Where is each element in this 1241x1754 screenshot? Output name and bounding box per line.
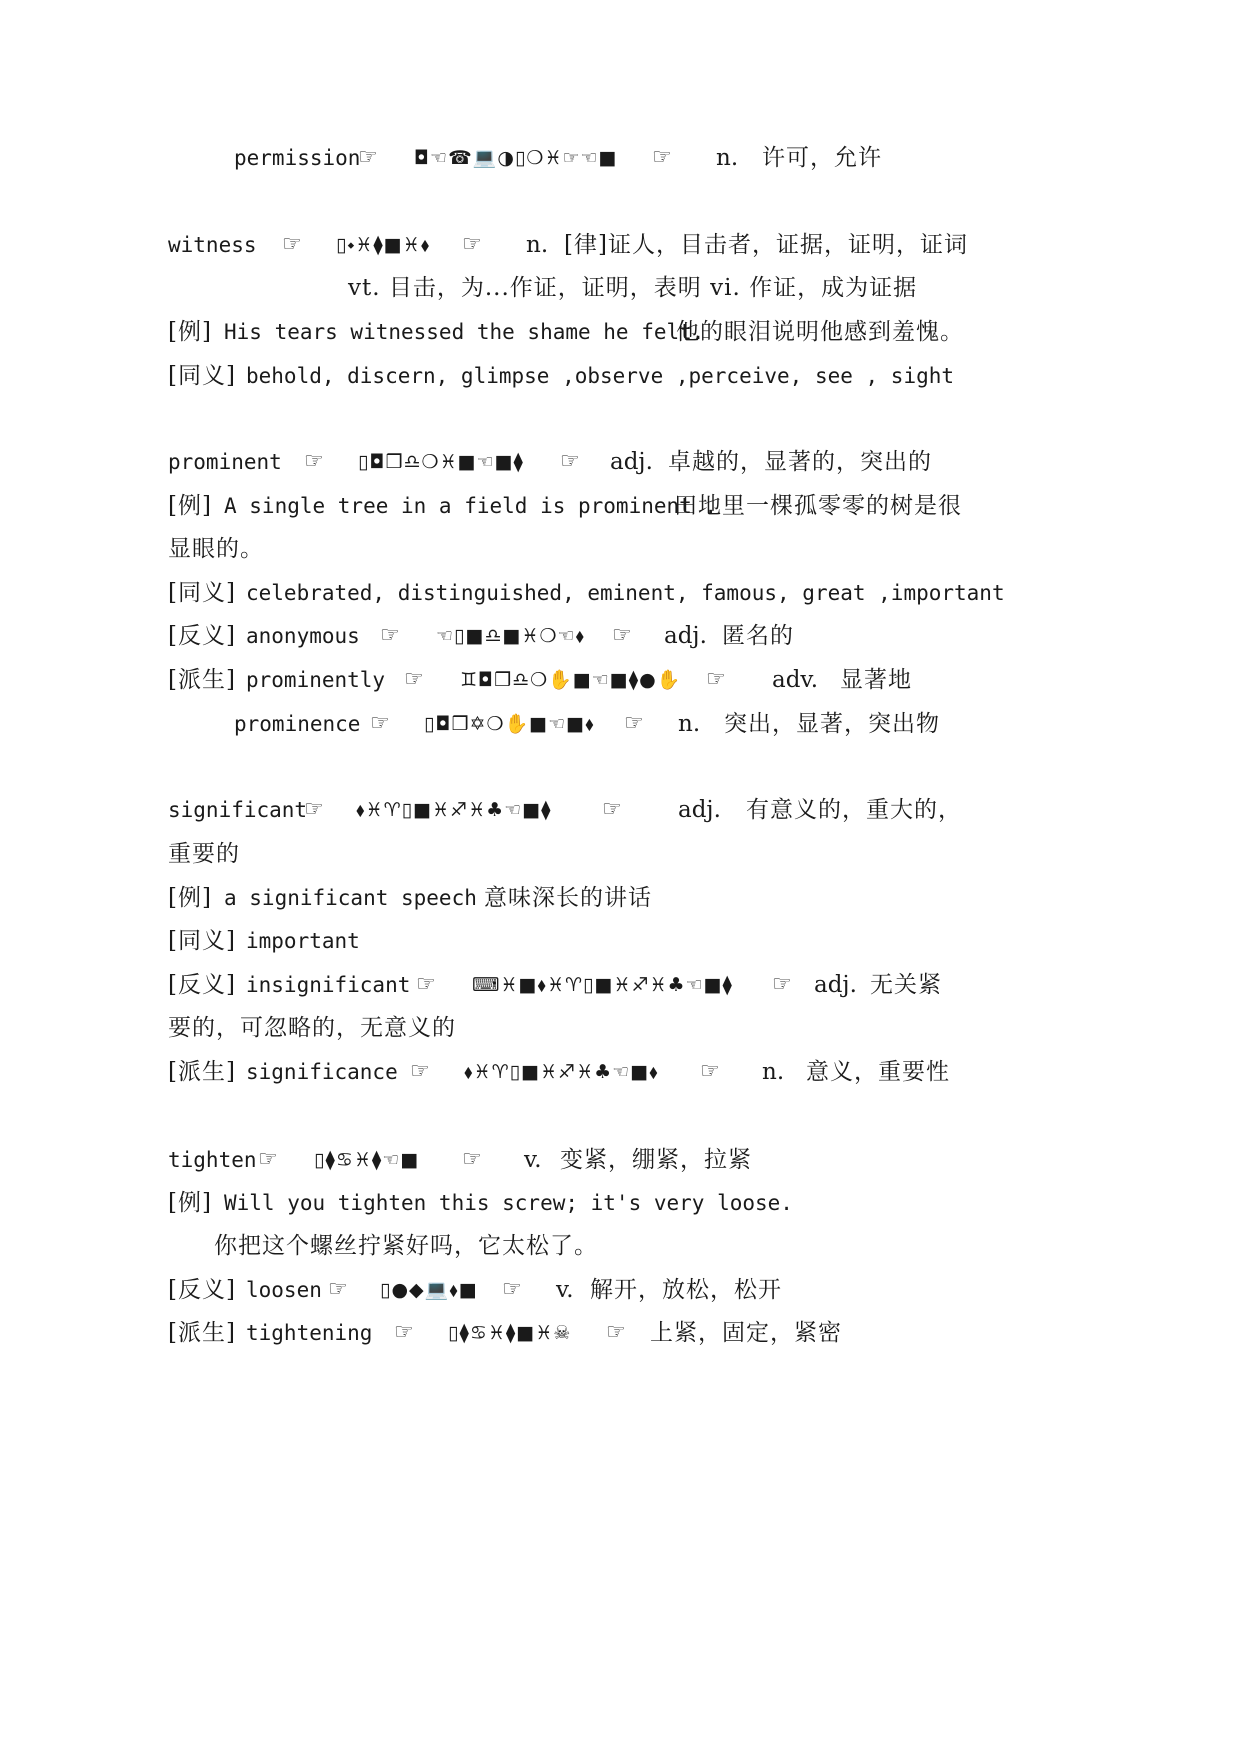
derived-phonetic: ♊◘❒♎❍✋■☜■⧫●✋: [460, 669, 682, 691]
antonym-meaning-cont: 要的，可忽略的，无意义的: [168, 1015, 456, 1041]
phonetic: ▯⬩♓⧫■♓⬧: [336, 234, 431, 256]
part-of-speech: adj.: [610, 449, 653, 475]
hand-pointer-icon: ☞: [282, 232, 302, 257]
meaning: 有意义的，重大的，: [746, 797, 962, 823]
meaning: 变紧，绷紧，拉紧: [560, 1147, 752, 1173]
significant-example: [0, 878, 1241, 918]
synonym-tag: [同义]: [168, 928, 236, 954]
synonyms: celebrated, distinguished, eminent, famous, great ,important: [246, 581, 1005, 605]
headword: permission: [234, 146, 361, 170]
witness-synonyms: [0, 356, 1241, 396]
antonym-meaning: 解开，放松，松开: [590, 1277, 782, 1303]
hand-pointer-icon: ☞: [394, 1320, 414, 1345]
hand-pointer-icon: ☞: [502, 1277, 522, 1302]
phonetic: ▯⧫♋♓⧫☜■: [314, 1149, 420, 1171]
prominent-derived-1: [0, 660, 1241, 700]
part-of-speech: n.: [716, 145, 739, 171]
witness-example: [0, 312, 1241, 352]
hand-pointer-icon: ☞: [652, 145, 672, 170]
derived-phonetic: ▯⧫♋♓⧫■♓☠: [448, 1322, 572, 1344]
hand-pointer-icon: ☞: [328, 1277, 348, 1302]
meaning: 许可，允许: [762, 145, 882, 171]
example-en: His tears witnessed the shame he felt.: [224, 320, 705, 344]
example-tag: [例]: [168, 493, 212, 519]
prominent-example-cont: [0, 529, 1241, 569]
prominent-synonyms: [0, 573, 1241, 613]
derived-part-of-speech: n.: [762, 1059, 785, 1085]
hand-pointer-icon: ☞: [304, 797, 324, 822]
hand-pointer-icon: ☞: [462, 232, 482, 257]
hand-pointer-icon: ☞: [624, 711, 644, 736]
phonetic: ⬧♓♈▯■♓♐♓♣☜■⧫: [356, 799, 552, 821]
hand-pointer-icon: ☞: [304, 449, 324, 474]
derived-phonetic: ⬧♓♈▯■♓♐♓♣☜■⬧: [464, 1061, 659, 1083]
entry-tighten: [0, 1140, 1241, 1180]
synonym-tag: [同义]: [168, 580, 236, 606]
part-of-speech: v.: [524, 1147, 542, 1173]
hand-pointer-icon: ☞: [410, 1059, 430, 1084]
hand-pointer-icon: ☞: [370, 711, 390, 736]
significant-antonym-cont: [0, 1008, 1241, 1048]
antonym-phonetic: ☜▯■♎■♓❍☜⬧: [436, 625, 586, 647]
antonym-tag: [反义]: [168, 972, 236, 998]
tighten-example: [0, 1183, 1241, 1223]
example-zh: 田地里一棵孤零零的树是很: [674, 493, 962, 519]
example-zh: 你把这个螺丝拧紧好吗，它太松了。: [214, 1233, 598, 1259]
hand-pointer-icon: ☞: [612, 623, 632, 648]
entry-prominent: [0, 442, 1241, 482]
meaning-cont: 重要的: [168, 841, 240, 867]
antonym: loosen: [246, 1278, 322, 1302]
antonym-tag: [反义]: [168, 1277, 236, 1303]
significant-meaning-cont: [0, 834, 1241, 874]
derived-meaning: 显著地: [840, 667, 912, 693]
prominent-derived-2: [0, 704, 1241, 744]
hand-pointer-icon: ☞: [772, 972, 792, 997]
hand-pointer-icon: ☞: [602, 797, 622, 822]
derived-tag: [派生]: [168, 667, 236, 693]
antonym-tag: [反义]: [168, 623, 236, 649]
derived-meaning: 上紧，固定，紧密: [650, 1320, 842, 1346]
entry-witness: [0, 225, 1241, 265]
part-of-speech: n.: [526, 232, 549, 258]
derived-phonetic: ▯◘❒✡❍✋■☜■⬧: [424, 713, 595, 735]
hand-pointer-icon: ☞: [700, 1059, 720, 1084]
hand-pointer-icon: ☞: [462, 1147, 482, 1172]
antonym-part-of-speech: adj.: [664, 623, 707, 649]
example-en: A single tree in a field is prominent .: [224, 494, 718, 518]
significant-derived: [0, 1052, 1241, 1092]
tighten-example-zh: [0, 1226, 1241, 1266]
derived-tag: [派生]: [168, 1320, 236, 1346]
derived-part-of-speech: n.: [678, 711, 701, 737]
synonyms: important: [246, 929, 360, 953]
headword: tighten: [168, 1148, 257, 1172]
antonym-phonetic: ▯●◆💻⬧■: [380, 1279, 478, 1301]
tighten-antonym: [0, 1270, 1241, 1310]
antonym-part-of-speech: v.: [556, 1277, 574, 1303]
meaning-line2: vt. 目击，为...作证，证明，表明 vi. 作证，成为证据: [348, 275, 918, 301]
derived-meaning: 突出，显著，突出物: [724, 711, 940, 737]
derived-word: significance: [246, 1060, 398, 1084]
tighten-derived: [0, 1313, 1241, 1353]
prominent-example: [0, 486, 1241, 526]
hand-pointer-icon: ☞: [706, 667, 726, 692]
significant-antonym: [0, 965, 1241, 1005]
antonym-part-of-speech: adj.: [814, 972, 857, 998]
example-en: Will you tighten this screw; it's very loose.: [224, 1191, 793, 1215]
hand-pointer-icon: ☞: [606, 1320, 626, 1345]
antonym: insignificant: [246, 973, 411, 997]
headword: significant: [168, 798, 308, 822]
entry-permission: [0, 138, 1241, 178]
significant-synonyms: [0, 921, 1241, 961]
entry-significant: [0, 790, 1241, 830]
derived-word: prominence: [234, 712, 361, 736]
example-zh-cont: 显眼的。: [168, 536, 264, 562]
hand-pointer-icon: ☞: [358, 145, 378, 170]
example-zh: 他的眼泪说明他感到羞愧。: [676, 319, 964, 345]
hand-pointer-icon: ☞: [416, 972, 436, 997]
example-tag: [例]: [168, 319, 212, 345]
example-zh: 意味深长的讲话: [484, 885, 652, 911]
derived-word: tightening: [246, 1321, 373, 1345]
example-tag: [例]: [168, 885, 212, 911]
example-en: a significant speech: [224, 886, 477, 910]
phonetic: ◘☜☎💻◑▯❍♓☞☜■: [414, 147, 618, 169]
synonyms: behold, discern, glimpse ,observe ,perceive, see , sight: [246, 364, 955, 388]
entry-witness-meaning-cont: [0, 268, 1241, 308]
derived-tag: [派生]: [168, 1059, 236, 1085]
hand-pointer-icon: ☞: [404, 667, 424, 692]
derived-part-of-speech: adv.: [772, 667, 819, 693]
derived-word: prominently: [246, 668, 386, 692]
antonym-meaning: 无关紧: [870, 972, 942, 998]
headword: prominent: [168, 450, 282, 474]
meaning: [律]证人，目击者，证据，证明，证词: [564, 232, 968, 258]
meaning: 卓越的，显著的，突出的: [668, 449, 932, 475]
phonetic: ▯◘❒♎❍♓■☜■⧫: [358, 451, 524, 473]
example-tag: [例]: [168, 1190, 212, 1216]
hand-pointer-icon: ☞: [380, 623, 400, 648]
prominent-antonym: [0, 616, 1241, 656]
derived-meaning: 意义，重要性: [806, 1059, 950, 1085]
antonym-phonetic: ⌨♓■⬧♓♈▯■♓♐♓♣☜■⧫: [472, 974, 733, 996]
hand-pointer-icon: ☞: [560, 449, 580, 474]
part-of-speech: adj.: [678, 797, 721, 823]
synonym-tag: [同义]: [168, 363, 236, 389]
headword: witness: [168, 233, 257, 257]
antonym: anonymous: [246, 624, 360, 648]
hand-pointer-icon: ☞: [258, 1147, 278, 1172]
antonym-meaning: 匿名的: [722, 623, 794, 649]
